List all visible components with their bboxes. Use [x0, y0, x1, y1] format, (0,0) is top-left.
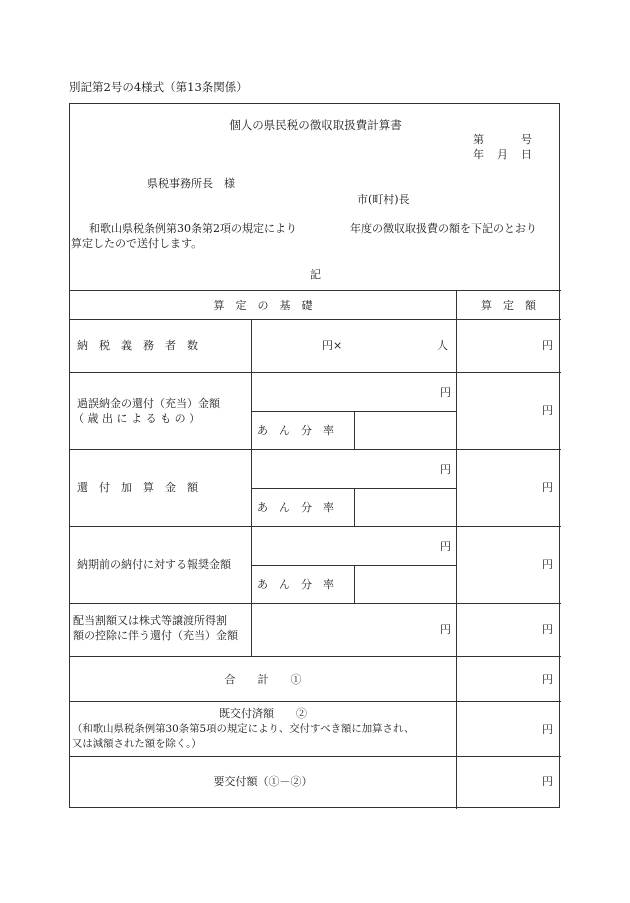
body-text-line2: 算定したので送付します。 — [71, 237, 203, 250]
row-label-taxpayers: 納 税 義 務 者 数 — [77, 339, 198, 352]
addressee: 県税事務所長 様 — [147, 177, 235, 190]
body-text-line1-b: 年度の徴収取扱費の額を下記のとおり — [350, 222, 537, 235]
sender: 市(町村)長 — [357, 193, 410, 206]
divider — [70, 319, 561, 320]
unit-yen: 円 — [440, 463, 451, 476]
divider — [70, 290, 561, 291]
unit-yen: 円 — [542, 775, 553, 788]
row-note-paid-line3: 又は減額された額を除く。） — [72, 738, 202, 750]
divider — [354, 565, 355, 603]
unit-yen: 円 — [542, 481, 553, 494]
unit-yen: 円 — [440, 623, 451, 636]
unit-yen: 円 — [542, 558, 553, 571]
unit-yen: 円 — [542, 723, 553, 736]
date-day: 日 — [521, 148, 532, 161]
divider — [70, 656, 561, 657]
unit-yen: 円 — [542, 673, 553, 686]
apportion-rate-label: あ ん 分 率 — [257, 578, 334, 591]
unit-yen: 円 — [440, 386, 451, 399]
divider — [251, 319, 252, 656]
row-note-paid-line2: （和歌山県税条例第30条第5項の規定により、交付すべき額に加算され、 — [72, 723, 415, 735]
date-year: 年 — [473, 148, 484, 161]
number-go: 号 — [521, 133, 532, 146]
divider — [70, 756, 561, 757]
unit-yen: 円 — [440, 540, 451, 553]
divider — [354, 488, 355, 526]
document-title: 個人の県民税の徴収取扱費計算書 — [229, 118, 402, 132]
column-header-amount: 算 定 額 — [481, 299, 536, 312]
unit-yen: 円 — [542, 623, 553, 636]
form-number: 別記第2号の4様式（第13条関係） — [69, 80, 248, 94]
calculation-form — [69, 103, 560, 808]
row-label-total: 合 計 ① — [224, 673, 302, 686]
ki-label: 記 — [310, 268, 321, 281]
row-label-dividend-line1: 配当割額又は株式等譲渡所得割 — [73, 614, 227, 627]
divider — [70, 603, 561, 604]
divider — [354, 411, 355, 449]
divider — [70, 701, 561, 702]
row-label-dividend-line2: 額の控除に伴う還付（充当）金額 — [73, 629, 238, 642]
number-dai: 第 — [473, 133, 484, 146]
apportion-rate-label: あ ん 分 率 — [257, 501, 334, 514]
unit-yen: 円 — [542, 404, 553, 417]
divider — [70, 372, 561, 373]
row-label-required: 要交付額（①－②） — [213, 775, 313, 788]
row-label-reward: 納期前の納付に対する報奨金額 — [77, 558, 231, 571]
row-label-refund-line2: （歳出によるもの） — [73, 412, 204, 425]
row-label-paid: 既交付済額 ② — [219, 707, 307, 720]
unit-yen: 円 — [542, 339, 553, 352]
row-label-refund-line1: 過誤納金の還付（充当）金額 — [77, 397, 220, 410]
unit-yen-times: 円× — [322, 339, 343, 352]
divider — [456, 290, 457, 809]
divider — [70, 449, 561, 450]
unit-persons: 人 — [437, 339, 448, 352]
row-label-addition: 還 付 加 算 金 額 — [77, 481, 198, 494]
divider — [70, 526, 561, 527]
apportion-rate-label: あ ん 分 率 — [257, 424, 334, 437]
body-text-line1-a: 和歌山県税条例第30条第2項の規定により — [89, 222, 297, 235]
column-header-basis: 算 定 の 基 礎 — [213, 299, 313, 312]
date-month: 月 — [497, 148, 508, 161]
